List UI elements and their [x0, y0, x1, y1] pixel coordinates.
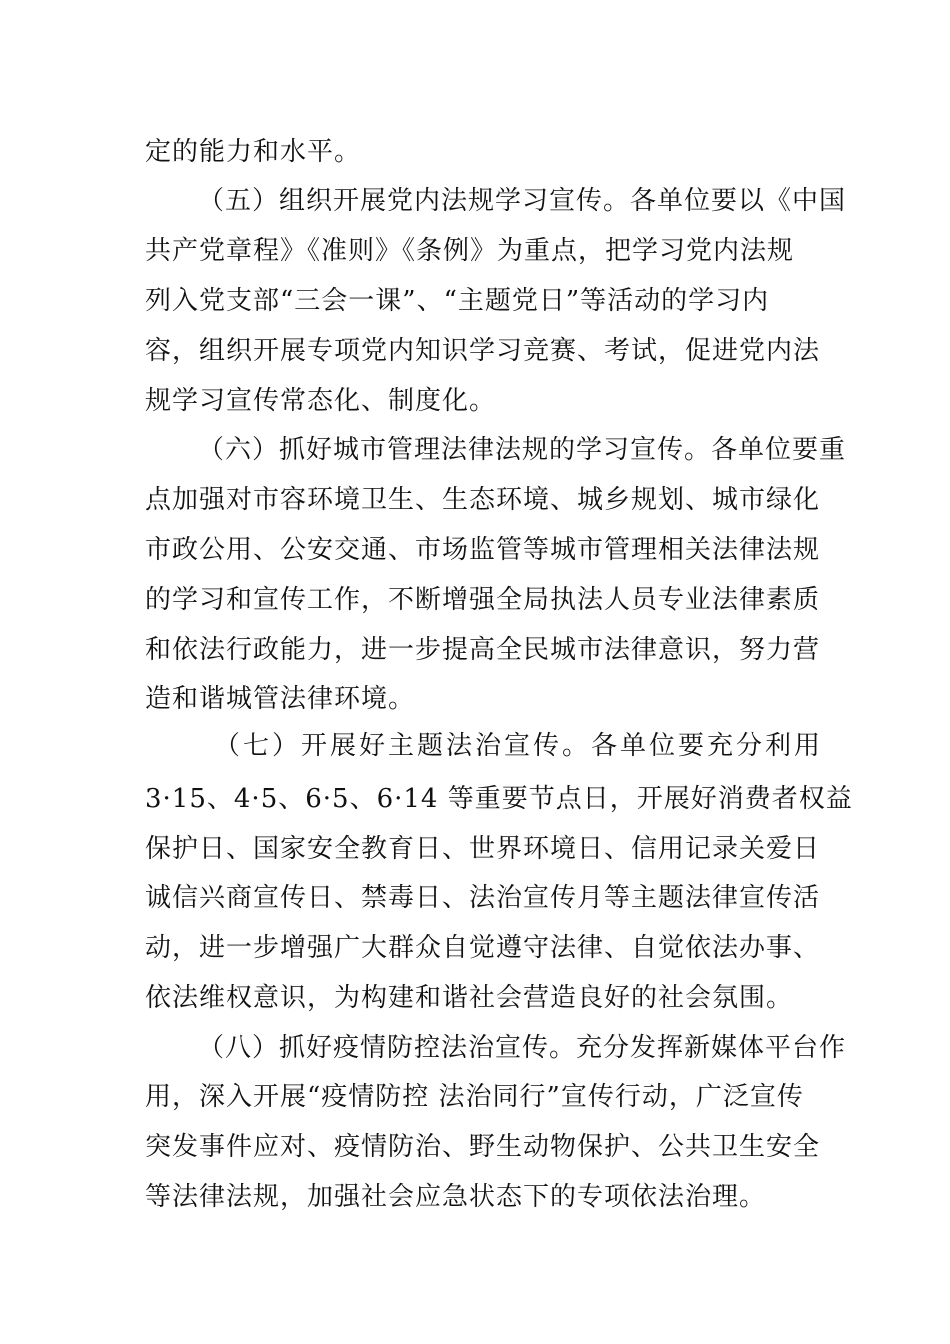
paragraph-line: （七）开展好主题法治宣传。各单位要充分利用	[214, 731, 824, 761]
paragraph-line: （八）抓好疫情防控法治宣传。充分发挥新媒体平台作	[198, 1033, 847, 1063]
paragraph-line: 定的能力和水平。	[145, 137, 362, 167]
paragraph-line: 诚信兴商宣传日、禁毒日、法治宣传月等主题法律宣传活	[145, 883, 821, 913]
paragraph-line: 3·15、4·5、6·5、6·14 等重要节点日，开展好消费者权益	[145, 784, 853, 814]
paragraph-line: 保护日、国家安全教育日、世界环境日、信用记录关爱日	[145, 834, 821, 864]
paragraph-line: 点加强对市容环境卫生、生态环境、城乡规划、城市绿化	[145, 485, 821, 515]
paragraph-line: 等法律法规，加强社会应急状态下的专项依法治理。	[145, 1182, 767, 1212]
paragraph-line: 规学习宣传常态化、制度化。	[145, 386, 497, 416]
paragraph-line: 列入党支部“三会一课”、“主题党日”等活动的学习内	[145, 286, 770, 316]
paragraph-line: 市政公用、公安交通、市场监管等城市管理相关法律法规	[145, 535, 821, 565]
paragraph-line: （六）抓好城市管理法律法规的学习宣传。各单位要重	[198, 435, 847, 465]
paragraph-line: 和依法行政能力，进一步提高全民城市法律意识，努力营	[145, 635, 821, 665]
paragraph-line: （五）组织开展党内法规学习宣传。各单位要以《中国	[198, 186, 847, 216]
paragraph-line: 共产党章程》《准则》《条例》为重点，把学习党内法规	[145, 236, 795, 266]
paragraph-line: 用，深入开展“疫情防控 法治同行”宣传行动，广泛宣传	[145, 1082, 804, 1112]
paragraph-line: 容，组织开展专项党内知识学习竞赛、考试，促进党内法	[145, 336, 821, 366]
paragraph-line: 依法维权意识，为构建和谐社会营造良好的社会氛围。	[145, 983, 794, 1013]
paragraph-line: 突发事件应对、疫情防治、野生动物保护、公共卫生安全	[145, 1132, 821, 1162]
paragraph-line: 动，进一步增强广大群众自觉遵守法律、自觉依法办事、	[145, 933, 821, 963]
paragraph-line: 的学习和宣传工作，不断增强全局执法人员专业法律素质	[145, 585, 821, 615]
paragraph-line: 造和谐城管法律环境。	[145, 684, 416, 714]
